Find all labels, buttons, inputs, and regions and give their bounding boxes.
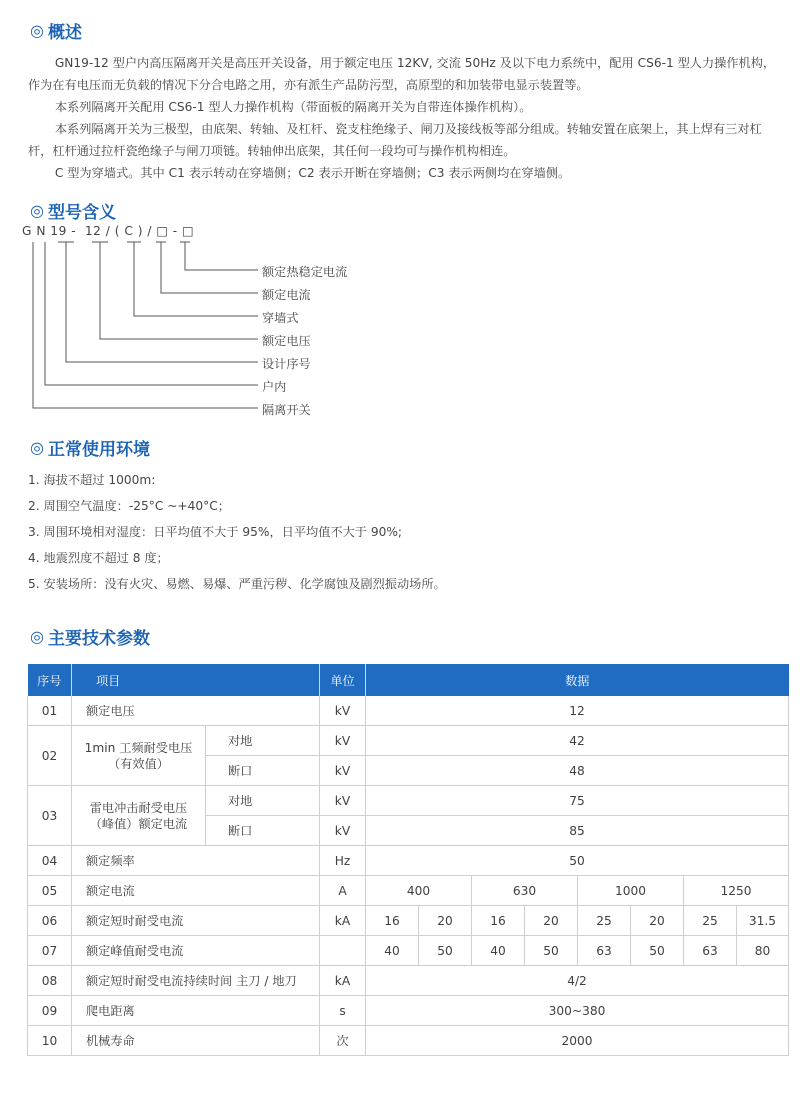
model-heading	[30, 198, 116, 223]
row-item-line2: （有效值）	[108, 756, 169, 771]
double-circle-icon: ◎	[30, 201, 44, 220]
table-row	[28, 786, 789, 816]
row-value: 40	[366, 936, 419, 966]
row-value: 40	[472, 936, 525, 966]
row-value: 20	[525, 906, 578, 936]
table-row	[28, 936, 789, 966]
model-label-design-serial: 设计序号	[262, 357, 311, 371]
row-no: 06	[28, 906, 72, 936]
conditions-title: 正常使用环境	[47, 440, 150, 460]
condition-item: 1. 海拔不超过 1000m:	[28, 473, 156, 487]
row-value: 400	[366, 876, 472, 906]
header-item: 项目	[72, 664, 320, 696]
row-unit: s	[320, 996, 366, 1026]
line-rated-thermal-current	[185, 242, 258, 270]
model-diagram-lines	[0, 230, 270, 420]
row-unit: kV	[320, 696, 366, 726]
row-value: 12	[366, 696, 789, 726]
row-value: 63	[578, 936, 631, 966]
model-label-rated-voltage: 额定电压	[262, 334, 311, 348]
line-rated-voltage	[100, 242, 258, 339]
row-value: 1250	[684, 876, 789, 906]
row-value: 85	[366, 816, 789, 846]
condition-item: 4. 地震烈度不超过 8 度；	[28, 551, 169, 565]
conditions-heading	[30, 435, 150, 460]
row-value: 50	[419, 936, 472, 966]
row-value: 50	[366, 846, 789, 876]
row-item-line1: 1min 工频耐受电压	[84, 740, 193, 755]
row-no: 03	[28, 786, 72, 846]
overview-title: 概述	[47, 23, 82, 43]
row-no: 08	[28, 966, 72, 996]
row-unit: kV	[320, 786, 366, 816]
row-unit: A	[320, 876, 366, 906]
row-value: 25	[684, 906, 737, 936]
overview-heading	[30, 18, 82, 43]
row-item: 额定短时耐受电流持续时间 主刀 / 地刀	[72, 966, 320, 996]
table-row	[28, 696, 789, 726]
model-label-indoor: 户内	[262, 380, 287, 394]
line-wall-through	[134, 242, 258, 316]
row-no: 07	[28, 936, 72, 966]
row-no: 10	[28, 1026, 72, 1056]
row-no: 09	[28, 996, 72, 1026]
model-label-rated-current: 额定电流	[262, 288, 311, 302]
header-unit: 单位	[320, 664, 366, 696]
row-value: 63	[684, 936, 737, 966]
condition-item: 2. 周围空气温度：-25°C ~+40°C；	[28, 499, 230, 513]
line-rated-current	[161, 242, 258, 293]
header-data: 数据	[366, 664, 789, 696]
table-row	[28, 966, 789, 996]
row-unit: Hz	[320, 846, 366, 876]
row-no: 01	[28, 696, 72, 726]
line-design-serial	[66, 242, 258, 362]
params-heading	[30, 624, 150, 649]
row-item: 机械寿命	[72, 1026, 320, 1056]
row-item	[72, 786, 206, 846]
row-value: 4/2	[366, 966, 789, 996]
table-header-row	[28, 664, 789, 696]
row-item-line2: （峰值）额定电流	[89, 816, 188, 831]
table-row	[28, 906, 789, 936]
overview-paragraph-3: 本系列隔离开关为三极型，由底架、转轴、及杠杆、瓷支柱绝缘子、闸刀及接线板等部分组成。转轴安置在底架上，其上焊有三对杠杆，杠杆通过拉杆瓷绝缘子与闸刀项链。转轴伸出底架，其任何一段均可与操作机构相连。	[28, 122, 762, 158]
model-title: 型号含义	[47, 203, 116, 223]
double-circle-icon: ◎	[30, 21, 44, 40]
row-item: 额定短时耐受电流	[72, 906, 320, 936]
row-value: 16	[472, 906, 525, 936]
row-unit: 次	[320, 1026, 366, 1056]
row-unit	[320, 936, 366, 966]
row-value: 630	[472, 876, 578, 906]
row-value: 50	[525, 936, 578, 966]
model-label-rated-thermal-current: 额定热稳定电流	[262, 265, 348, 279]
double-circle-icon: ◎	[30, 438, 44, 457]
row-value: 25	[578, 906, 631, 936]
table-row	[28, 726, 789, 756]
header-no: 序号	[28, 664, 72, 696]
row-no: 05	[28, 876, 72, 906]
table-row	[28, 846, 789, 876]
row-item: 额定电流	[72, 876, 320, 906]
row-subitem: 对地	[206, 726, 320, 756]
row-value: 20	[631, 906, 684, 936]
row-value: 20	[419, 906, 472, 936]
row-unit: kV	[320, 816, 366, 846]
row-value: 1000	[578, 876, 684, 906]
overview-paragraph-2: 本系列隔离开关配用 CS6-1 型人力操作机构（带面板的隔离开关为自带连体操作机构）。	[54, 100, 532, 114]
params-title: 主要技术参数	[47, 629, 150, 649]
line-disconnector	[33, 242, 258, 408]
row-value: 2000	[366, 1026, 789, 1056]
double-circle-icon: ◎	[30, 627, 44, 646]
row-value: 48	[366, 756, 789, 786]
row-item: 额定频率	[72, 846, 320, 876]
row-value: 42	[366, 726, 789, 756]
row-subitem: 断口	[206, 816, 320, 846]
row-unit: kV	[320, 726, 366, 756]
row-unit: kA	[320, 966, 366, 996]
row-subitem: 断口	[206, 756, 320, 786]
row-subitem: 对地	[206, 786, 320, 816]
row-item: 额定电压	[72, 696, 320, 726]
spec-table	[27, 664, 789, 1056]
row-no: 02	[28, 726, 72, 786]
overview-paragraph-4: C 型为穿墙式。其中 C1 表示转动在穿墙侧；C2 表示开断在穿墙侧；C3 表示两侧均在穿墙侧。	[54, 166, 571, 180]
overview-paragraph-1: GN19-12 型户内高压隔离开关是高压开关设备，用于额定电压 12KV, 交流 50Hz 及以下电力系统中，配用 CS6-1 型人力操作机构，作为在有电压而无负载的情况下分合电路之用，亦有派生产品防污型，高原型的和加装带电显示装置等。	[28, 56, 776, 92]
model-label-disconnector: 隔离开关	[262, 403, 311, 417]
row-value: 31.5	[737, 906, 789, 936]
table-row	[28, 996, 789, 1026]
row-unit: kV	[320, 756, 366, 786]
line-indoor	[45, 242, 258, 385]
table-row	[28, 876, 789, 906]
model-label-wall-through: 穿墙式	[262, 311, 299, 325]
condition-item: 5. 安装场所：没有火灾、易燃、易爆、严重污秽、化学腐蚀及剧烈振动场所。	[28, 577, 446, 591]
row-item: 额定峰值耐受电流	[72, 936, 320, 966]
row-item-line1: 雷电冲击耐受电压	[89, 800, 188, 815]
row-value: 80	[737, 936, 789, 966]
row-value: 300~380	[366, 996, 789, 1026]
row-no: 04	[28, 846, 72, 876]
row-value: 50	[631, 936, 684, 966]
condition-item: 3. 周围环境相对湿度：日平均值不大于 95%，日平均值不大于 90%;	[28, 525, 403, 539]
row-item	[72, 726, 206, 786]
row-value: 16	[366, 906, 419, 936]
row-item: 爬电距离	[72, 996, 320, 1026]
model-code: G N 19 - 12 / ( C ) / □ - □	[22, 224, 194, 238]
row-unit: kA	[320, 906, 366, 936]
table-row	[28, 1026, 789, 1056]
row-value: 75	[366, 786, 789, 816]
